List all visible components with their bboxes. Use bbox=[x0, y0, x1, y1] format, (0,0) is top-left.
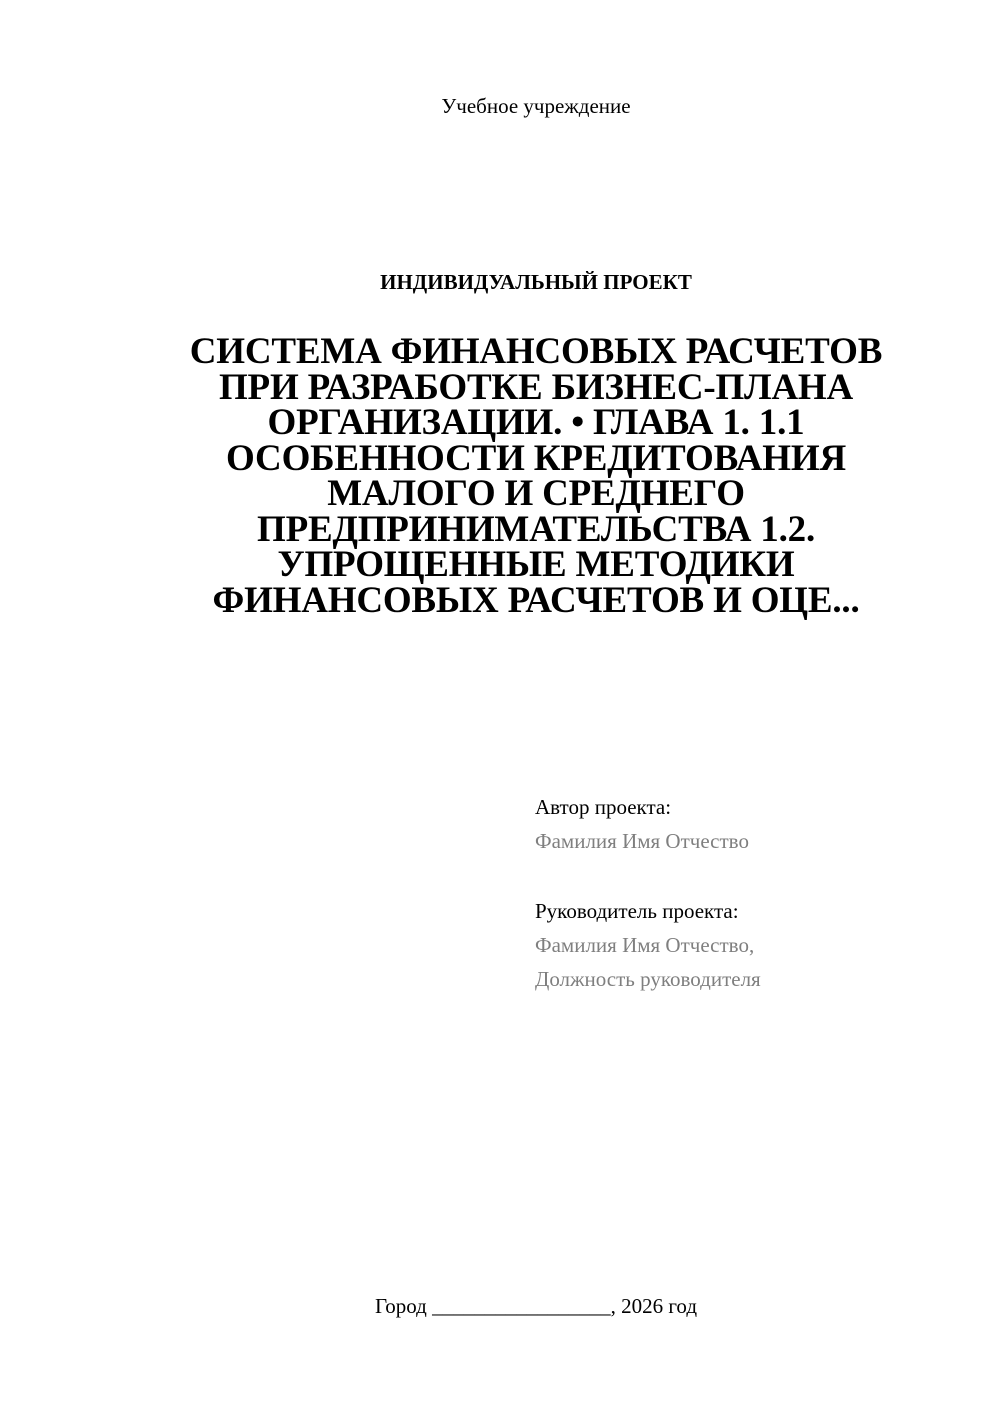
authors-block bbox=[535, 790, 975, 996]
supervisor-name: Фамилия Имя Отчество, bbox=[535, 933, 755, 957]
institution-name: Учебное учреждение bbox=[441, 94, 631, 118]
supervisor-position: Должность руководителя bbox=[535, 967, 761, 991]
author-name: Фамилия Имя Отчество bbox=[535, 829, 749, 853]
spacer bbox=[535, 858, 975, 894]
project-type-heading: ИНДИВИДУАЛЬНЫЙ ПРОЕКТ bbox=[380, 270, 692, 294]
author-label: Автор проекта: bbox=[535, 795, 672, 819]
city-year-line: Город _________________, 2026 год bbox=[374, 1294, 698, 1318]
supervisor-label: Руководитель проекта: bbox=[535, 899, 739, 923]
project-title: СИСТЕМА ФИНАНСОВЫХ РАСЧЕТОВ ПРИ РАЗРАБОТКЕ БИЗНЕС-ПЛАНА ОРГАНИЗАЦИИ. • ГЛАВА 1. 1.1 ОСОБЕННОСТИ КРЕДИТОВАНИЯ МАЛОГО И СРЕДНЕГО ПРЕДПРИНИМАТЕЛЬСТВА 1.2. УПРОЩЕННЫЕ МЕТОДИКИ ФИНАНСОВЫХ РАСЧЕТОВ И ОЦЕ... bbox=[189, 331, 883, 621]
